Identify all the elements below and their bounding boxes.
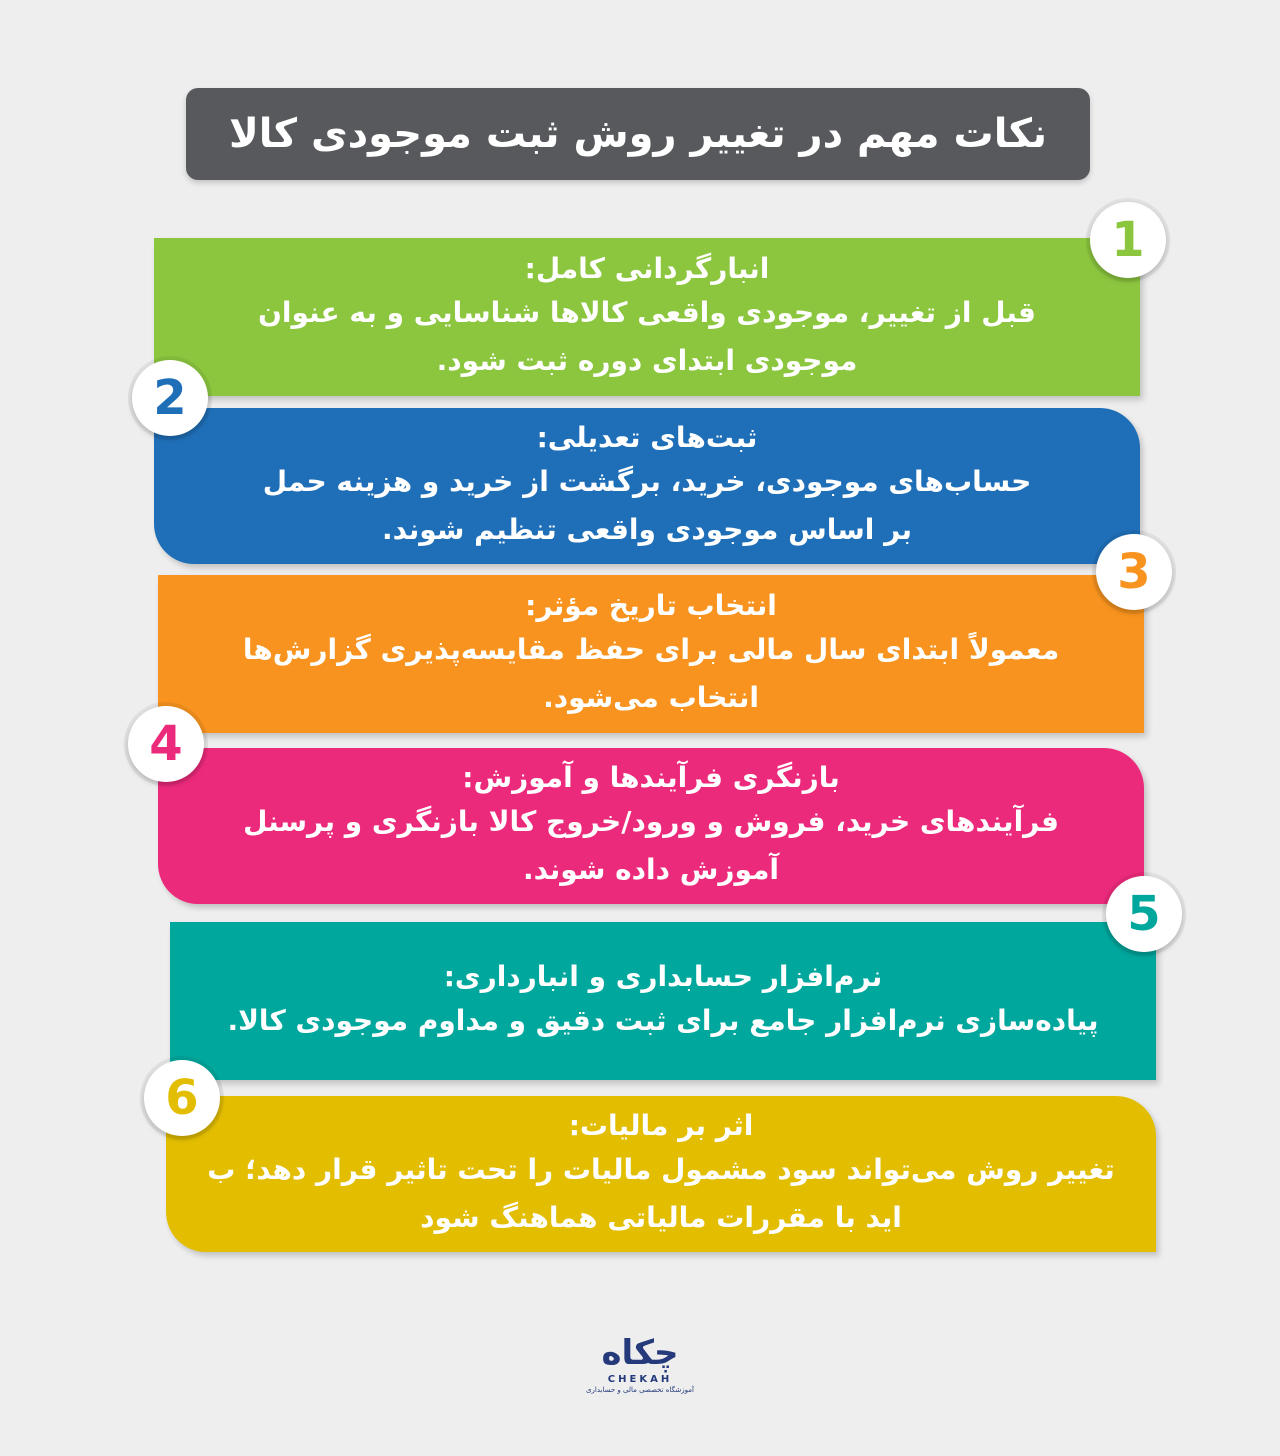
tip-number: 6 xyxy=(165,1070,199,1126)
logo-mark: چکاه xyxy=(601,1333,679,1373)
tip-card-5 xyxy=(170,922,1156,1080)
tip-number-badge-4 xyxy=(128,706,204,782)
tip-card-4 xyxy=(158,748,1144,904)
tip-body-line: بر اساس موجودی واقعی تنظیم شوند. xyxy=(381,513,913,546)
tip-body-line: انتخاب می‌شود. xyxy=(543,681,759,714)
tip-heading: بازنگری فرآیندها و آموزش: xyxy=(462,761,840,794)
tip-number: 1 xyxy=(1111,212,1145,268)
tip-body-line: معمولاً ابتدای سال مالی برای حفظ مقایسه‌پذیری گزارش‌ها xyxy=(242,633,1060,666)
tip-body xyxy=(243,798,1059,894)
tip-number-badge-3 xyxy=(1096,534,1172,610)
logo-tagline: آموزشگاه تخصصی مالی و حسابداری xyxy=(586,1386,694,1394)
tip-body-line: تغییر روش می‌تواند سود مشمول مالیات را تحت تاثیر قرار دهد؛ ب xyxy=(207,1153,1115,1186)
tip-body xyxy=(207,1146,1115,1242)
tip-card-3 xyxy=(158,575,1144,733)
tip-body-line: موجودی ابتدای دوره ثبت شود. xyxy=(436,344,858,377)
logo-latin-name: CHEKAH xyxy=(607,1374,673,1385)
tip-body-line: آموزش داده شوند. xyxy=(522,853,780,886)
tip-number: 2 xyxy=(153,370,187,426)
tip-body-line: پیاده‌سازی نرم‌افزار جامع برای ثبت دقیق و مداوم موجودی کالا. xyxy=(227,1004,1099,1037)
tip-card-6 xyxy=(166,1096,1156,1252)
tip-number-badge-5 xyxy=(1106,876,1182,952)
tip-heading: انبارگردانی کامل: xyxy=(524,252,770,285)
tip-card-2 xyxy=(154,408,1140,564)
tip-body-line: فرآیندهای خرید، فروش و ورود/خروج کالا بازنگری و پرسنل xyxy=(243,805,1059,838)
tip-body xyxy=(243,626,1059,722)
tip-number: 5 xyxy=(1127,886,1161,942)
tip-heading: ثبت‌های تعدیلی: xyxy=(536,421,758,454)
tip-body xyxy=(258,289,1036,385)
tip-heading: نرم‌افزار حسابداری و انبارداری: xyxy=(443,960,883,993)
tip-number: 3 xyxy=(1117,544,1151,600)
tip-body xyxy=(263,458,1032,554)
tip-body-line: اید با مقررات مالیاتی هماهنگ شود xyxy=(420,1201,902,1234)
tip-card-1 xyxy=(154,238,1140,396)
tip-body-line: قبل از تغییر، موجودی واقعی کالاها شناسایی و به عنوان xyxy=(258,296,1037,329)
tip-number-badge-1 xyxy=(1090,202,1166,278)
tip-heading: اثر بر مالیات: xyxy=(568,1109,754,1142)
tip-number: 4 xyxy=(149,716,183,772)
title-bar xyxy=(186,88,1090,180)
tip-number-badge-6 xyxy=(144,1060,220,1136)
tip-heading: انتخاب تاریخ مؤثر: xyxy=(525,589,777,622)
tip-number-badge-2 xyxy=(132,360,208,436)
tip-body xyxy=(227,997,1098,1045)
chekah-logo xyxy=(572,1332,708,1396)
tip-body-line: حساب‌های موجودی، خرید، برگشت از خرید و هزینه حمل xyxy=(262,465,1032,498)
page-title: نکات مهم در تغییر روش ثبت موجودی کالا xyxy=(229,111,1047,157)
